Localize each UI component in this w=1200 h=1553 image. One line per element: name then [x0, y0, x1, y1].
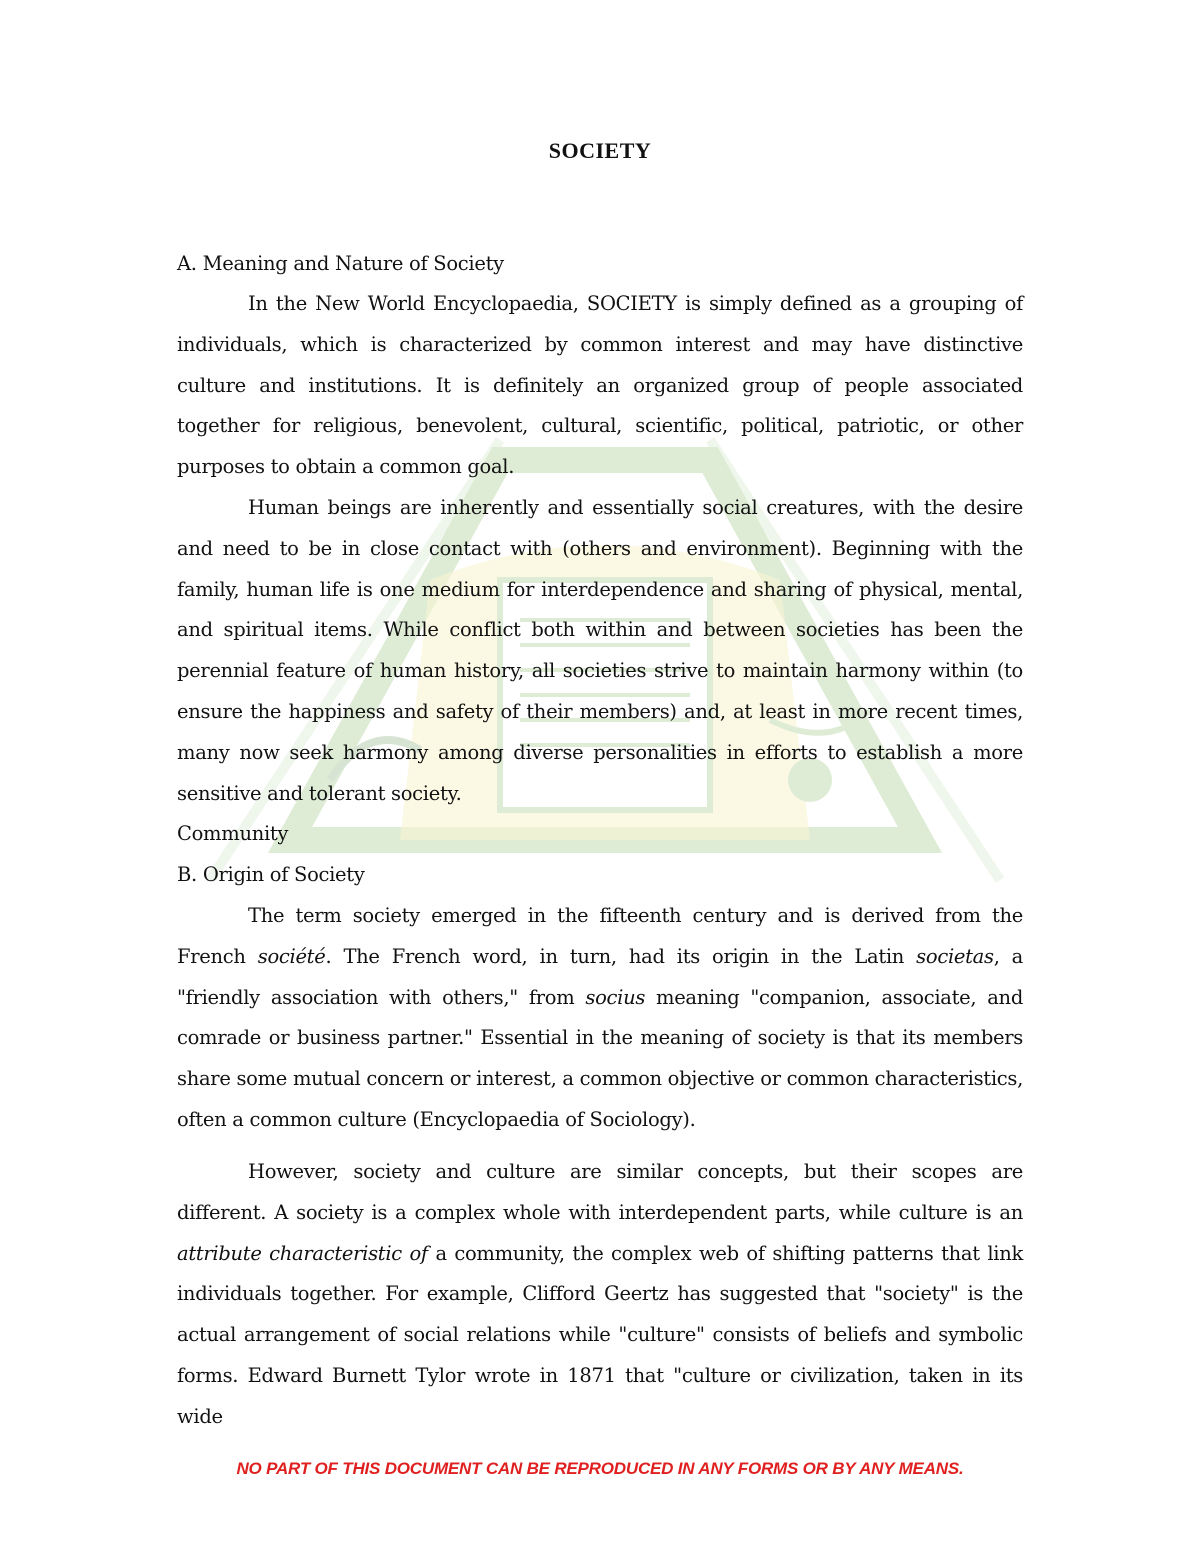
community-label: Community: [177, 822, 289, 845]
copyright-notice: NO PART OF THIS DOCUMENT CAN BE REPRODUCED IN ANY FORMS OR BY ANY MEANS.: [236, 1459, 964, 1478]
page-title: SOCIETY: [548, 138, 652, 163]
section-b-paragraph-1: The term society emerged in the fifteenth century and is derived from the French société. The French word, in turn, had its origin in the Latin societas, a "friendly association with others," from socius meaning "companion, associate, and comrade or business partner." Essential in the meaning of society is that its members share some mutual concern or interest, a common objective or common characteristics, often a common culture (Encyclopaedia of Sociology).: [177, 904, 1024, 1131]
section-b-heading: B. Origin of Society: [177, 863, 365, 886]
section-a-paragraph-1: In the New World Encyclopaedia, SOCIETY is simply defined as a grouping of individuals, which is characterized by common interest and may have distinctive culture and institutions. It is definitely an organized group of people associated together for religious, benevolent, cultural, scientific, political, patriotic, or other purposes to obtain a common goal.: [177, 292, 1023, 479]
section-a-heading: A. Meaning and Nature of Society: [177, 252, 504, 275]
section-a-paragraph-2: Human beings are inherently and essentially social creatures, with the desire and need to be in close contact with (others and environment). Beginning with the family, human life is one medium for interdependence and sharing of physical, mental, and spiritual items. While conflict both within and between societies has been the perennial feature of human history, all societies strive to maintain harmony within (to ensure the happiness and safety of their members) and, at least in more recent times, many now seek harmony among diverse personalities in efforts to establish a more sensitive and tolerant society.: [177, 496, 1023, 805]
section-b-paragraph-2: However, society and culture are similar concepts, but their scopes are different. A society is a complex whole with interdependent parts, while culture is an attribute characteristic of a community, the complex web of shifting patterns that link individuals together. For example, Clifford Geertz has suggested that "society" is the actual arrangement of social relations while "culture" consists of beliefs and symbolic forms. Edward Burnett Tylor wrote in 1871 that "culture or civilization, taken in its wide: [177, 1160, 1023, 1428]
